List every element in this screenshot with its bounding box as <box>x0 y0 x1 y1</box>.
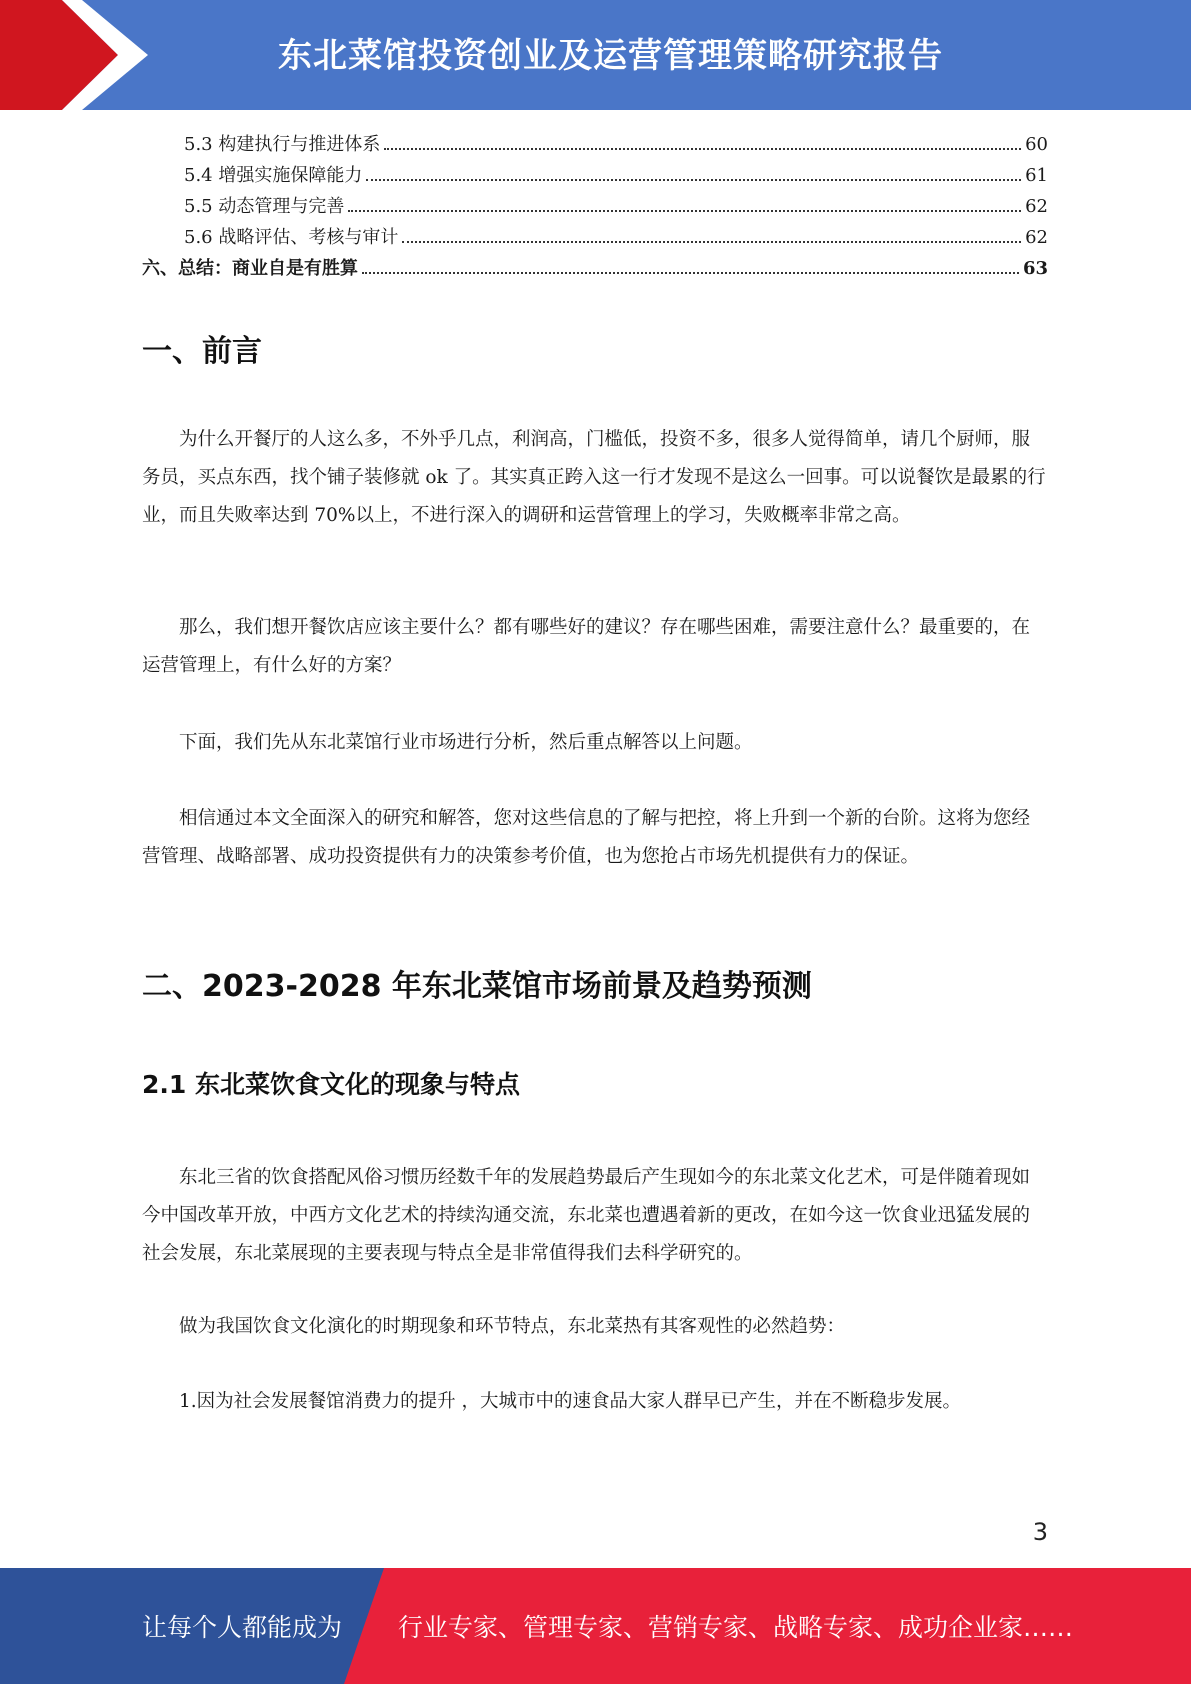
intro-paragraph: 那么，我们想开餐饮店应该主要什么？都有哪些好的建议？存在哪些困难，需要注意什么？最重要的，在运营管理上，有什么好的方案？ <box>142 617 1031 676</box>
toc-entry-label: 5.4 增强实施保障能力 <box>184 165 363 186</box>
footer-slogan-left: 让每个人都能成为 <box>142 1613 343 1642</box>
toc-entry-page: 61 <box>1025 165 1048 186</box>
intro-paragraph: 为什么开餐厅的人这么多，不外乎几点，利润高，门槛低，投资不多，很多人觉得简单，请几个厨师，服务员，买点东西，找个铺子装修就 ok 了。其实真正跨入这一行才发现不是这么一回事。可以说餐饮是最累的行业，而且失败率达到 70%以上，不进行深入的调研和运营管理上的学习，失败概率非常之高。 <box>142 429 1046 526</box>
subsection-heading-culture: 2.1 东北菜饮食文化的现象与特点 <box>142 1070 520 1099</box>
toc-leader-dots <box>348 210 1021 212</box>
header-title: 东北菜馆投资创业及运营管理策略研究报告 <box>278 36 943 76</box>
toc-leader-dots <box>366 179 1021 181</box>
toc-leader-dots <box>384 148 1021 150</box>
toc-entry[interactable] <box>142 192 1048 223</box>
toc-entry-label: 5.3 构建执行与推进体系 <box>184 134 381 155</box>
culture-paragraph: 东北三省的饮食搭配风俗习惯历经数千年的发展趋势最后产生现如今的东北菜文化艺术，可是伴随着现如今中国改革开放，中西方文化艺术的持续沟通交流，东北菜也遭遇着新的更改，在如今这一饮食业迅猛发展的社会发展，东北菜展现的主要表现与特点全是非常值得我们去科学研究的。 <box>142 1167 1031 1264</box>
toc-leader-dots <box>362 272 1019 274</box>
intro-paragraph: 相信通过本文全面深入的研究和解答，您对这些信息的了解与把控，将上升到一个新的台阶。这将为您经营管理、战略部署、成功投资提供有力的决策参考价值，也为您抢占市场先机提供有力的保证。 <box>142 808 1031 867</box>
toc-entry-label: 六、总结：商业自是有胜算 <box>142 258 358 279</box>
toc-entry-label: 5.5 动态管理与完善 <box>184 196 345 217</box>
chevron-arrow-icon <box>0 0 160 110</box>
intro-paragraph: 下面，我们先从东北菜馆行业市场进行分析，然后重点解答以上问题。 <box>179 732 753 753</box>
culture-paragraph: 1.因为社会发展餐馆消费力的提升 ，大城市中的速食品大家人群早已产生，并在不断稳步发展。 <box>179 1391 962 1412</box>
section-heading-intro: 一、前言 <box>142 334 262 369</box>
page-footer <box>0 1568 1191 1684</box>
toc-entry-page: 63 <box>1022 258 1048 279</box>
toc-entry[interactable] <box>142 161 1048 192</box>
toc-leader-dots <box>402 241 1021 243</box>
toc-entry[interactable] <box>142 223 1048 254</box>
page-header <box>0 0 1191 110</box>
footer-slogan-right: 行业专家、管理专家、营销专家、战略专家、成功企业家…… <box>398 1613 1074 1642</box>
toc-entry[interactable] <box>142 130 1048 161</box>
toc-entry-page: 62 <box>1025 227 1048 248</box>
section-heading-market: 二、2023-2028 年东北菜馆市场前景及趋势预测 <box>142 969 812 1004</box>
table-of-contents <box>142 130 1048 285</box>
toc-entry[interactable] <box>142 254 1048 285</box>
toc-entry-page: 60 <box>1025 134 1048 155</box>
page-number: 3 <box>1032 1518 1048 1546</box>
toc-entry-page: 62 <box>1025 196 1048 217</box>
toc-entry-label: 5.6 战略评估、考核与审计 <box>184 227 399 248</box>
culture-paragraph: 做为我国饮食文化演化的时期现象和环节特点，东北菜热有其客观性的必然趋势： <box>179 1316 846 1337</box>
